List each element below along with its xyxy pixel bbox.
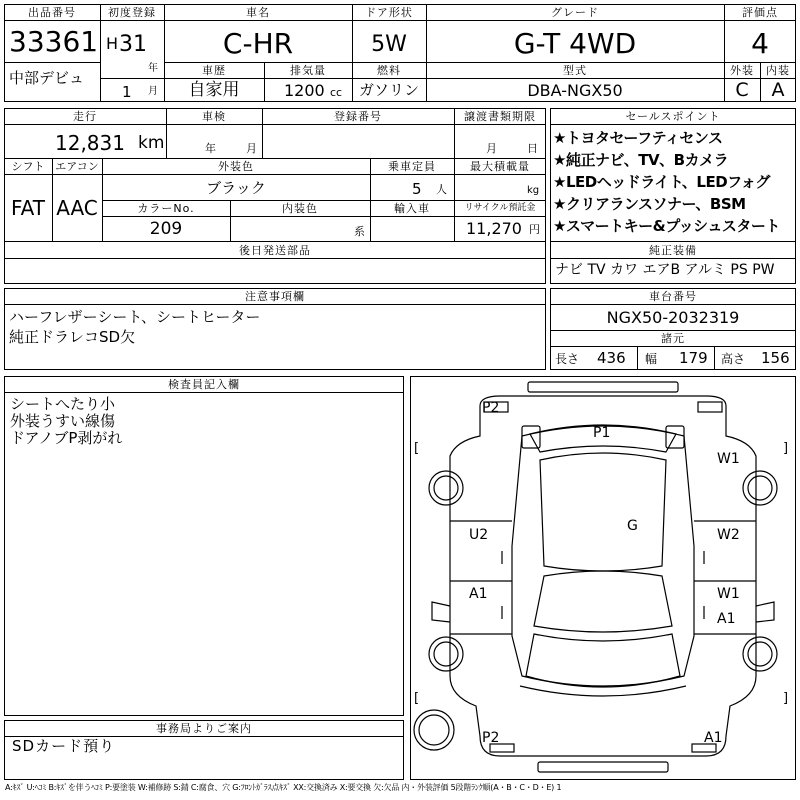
displacement-value: 1200 [284, 81, 325, 100]
caution-line: ハーフレザーシート、シートヒーター [9, 308, 261, 326]
sales-point-item: ★純正ナビ、TV、Bカメラ [553, 151, 729, 169]
height-value: 156 [761, 349, 790, 367]
width-label: 幅 [645, 352, 658, 366]
sales-points-label: セールスポイント [625, 110, 721, 123]
max-load-unit: kg [527, 185, 540, 196]
damage-mark-rear: P2 [482, 400, 500, 416]
equipment-value: ナビ TV カワ エアB アルミ PS PW [555, 262, 775, 278]
transfer-day-unit: 日 [527, 142, 538, 155]
sales-point-item: ★LEDヘッドライト、LEDフォグ [553, 173, 770, 191]
ac-label: エアコン [55, 160, 99, 173]
interior-color-label: 内装色 [282, 202, 318, 215]
capacity-unit: 人 [436, 183, 447, 196]
venue: 中部デビュ [9, 69, 85, 87]
chassis-number: NGX50-2032319 [606, 308, 740, 327]
inspection-month-unit: 月 [246, 142, 257, 155]
caution-label: 注意事項欄 [245, 290, 305, 303]
history-label: 車歴 [202, 64, 226, 77]
svg-text:]: ] [783, 691, 789, 706]
equipment-label: 純正装備 [649, 244, 697, 257]
damage-mark-roof: P1 [593, 425, 611, 441]
damage-mark-left-front-door: A1 [469, 586, 488, 602]
recycle-value: 11,270 [466, 219, 522, 238]
damage-mark-glass: G [627, 518, 638, 534]
damage-legend: A:ｷｽﾞ U:ﾍｺﾐ B:ｷｽﾞを伴うﾍｺﾐ P:要塗装 W:補修跡 S:錆 C:腐食、穴 G:ﾌﾛﾝﾄｶﾞﾗｽ点ｷｽﾞ XX:交換済み X:要交換 欠:欠品 内・外装評価 5段階ﾗﾝｸ順(A・B・C・D・E) 1 [5, 783, 562, 792]
interior-grade-label: 内装 [766, 64, 790, 77]
svg-text:[: [ [414, 441, 420, 456]
month-unit: 月 [148, 86, 158, 97]
exterior-color-label: 外装色 [218, 160, 254, 173]
svg-text:[: [ [414, 691, 420, 706]
color-number-label: カラーNo. [137, 202, 195, 215]
mileage-unit: km [138, 133, 165, 153]
sales-point-item: ★クリアランスソナー、BSM [553, 195, 746, 213]
recycle-unit: 円 [529, 223, 540, 236]
sales-point-item: ★スマートキー&プッシュスタート [553, 217, 780, 235]
exterior-grade: C [735, 79, 749, 101]
registration-year: 31 [119, 32, 147, 57]
damage-mark-front-left: P2 [482, 730, 500, 746]
capacity-label: 乗車定員 [388, 160, 436, 173]
doors-value: 5W [371, 32, 407, 57]
damage-mark-right-rear-quarter: W1 [717, 451, 740, 467]
office-notice-label: 事務局よりご案内 [156, 722, 252, 735]
damage-mark-right-front-door-a: A1 [717, 611, 736, 627]
era-prefix: H [106, 34, 119, 53]
caution-line: 純正ドラレコSD欠 [9, 328, 136, 346]
registration-number-label: 登録番号 [334, 110, 382, 123]
office-notice-value: SDカード預り [12, 737, 116, 755]
score-value: 4 [751, 27, 769, 60]
exterior-grade-label: 外装 [730, 64, 754, 77]
interior-color-unit: 系 [354, 225, 365, 238]
grade-value: G-T 4WD [513, 27, 637, 60]
damage-mark-left-rear-door: U2 [469, 527, 489, 543]
dimensions-label: 諸元 [661, 332, 685, 345]
grade-label: グレード [551, 6, 599, 19]
first-registration-label: 初度登録 [108, 6, 156, 19]
history-value: 自家用 [188, 80, 240, 100]
model-name: C-HR [222, 27, 294, 60]
inspector-notes-label: 検査員記入欄 [168, 378, 240, 391]
type-label: 型式 [563, 64, 587, 77]
color-number-value: 209 [149, 219, 183, 239]
displacement-label: 排気量 [290, 64, 326, 77]
year-unit: 年 [148, 63, 158, 74]
damage-mark-front-right: A1 [704, 730, 723, 746]
chassis-number-label: 車台番号 [649, 290, 697, 303]
displacement-unit: cc [330, 86, 343, 99]
inspection-year-unit: 年 [205, 142, 216, 155]
inspector-note-line: ドアノブP剥がれ [10, 429, 123, 447]
max-load-label: 最大積載量 [470, 160, 530, 173]
import-label: 輸入車 [394, 202, 430, 215]
fuel-value: ガソリン [358, 81, 420, 99]
interior-grade: A [771, 79, 785, 101]
height-label: 高さ [721, 352, 746, 366]
exterior-color-value: ブラック [206, 179, 266, 197]
model-label: 車名 [246, 6, 270, 19]
mileage-value: 12,831 [55, 131, 125, 155]
damage-mark-right-front-door-w: W1 [717, 586, 740, 602]
inspection-label: 車検 [202, 110, 226, 123]
lot-number-label: 出品番号 [28, 6, 76, 19]
length-label: 長さ [555, 352, 580, 366]
inspector-note-line: 外装うすい線傷 [10, 412, 116, 430]
width-value: 179 [679, 349, 708, 367]
fuel-label: 燃料 [377, 64, 401, 77]
ac-value: AAC [56, 196, 98, 220]
shift-label: シフト [11, 160, 45, 173]
score-label: 評価点 [742, 6, 778, 19]
shift-value: FAT [10, 196, 46, 220]
later-parts-label: 後日発送部品 [239, 244, 311, 257]
recycle-label: リサイクル預託金 [464, 203, 536, 213]
svg-text:]: ] [783, 441, 789, 456]
registration-month: 1 [122, 83, 132, 101]
transfer-deadline-label: 譲渡書類期限 [464, 110, 536, 123]
capacity-value: 5 [412, 180, 422, 198]
sales-point-item: ★トヨタセーフティセンス [553, 129, 723, 147]
doors-label: ドア形状 [365, 6, 413, 19]
transfer-month-unit: 月 [486, 142, 497, 155]
inspector-note-line: シートへたり小 [10, 395, 116, 413]
lot-number: 33361 [9, 25, 99, 58]
mileage-label: 走行 [73, 110, 97, 123]
type-value: DBA-NGX50 [527, 81, 623, 100]
damage-mark-right-rear-door: W2 [717, 527, 740, 543]
length-value: 436 [597, 349, 626, 367]
